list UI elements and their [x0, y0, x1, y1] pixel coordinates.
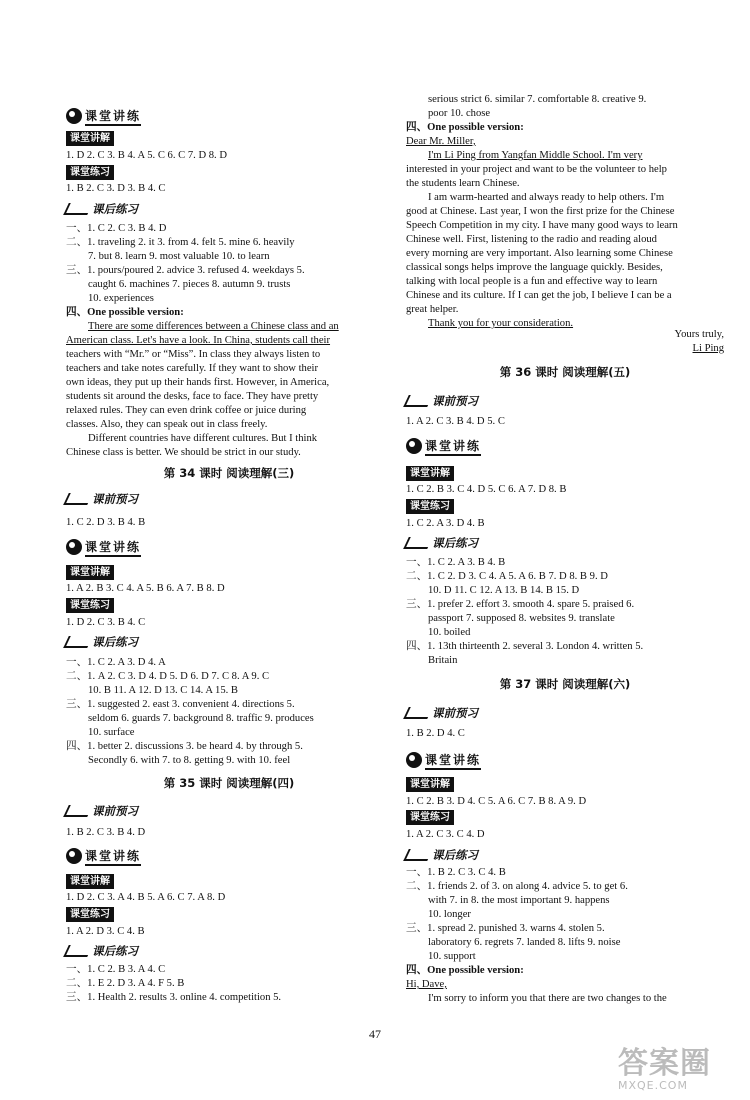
- answer-line: 1. C 2. B 3. D 4. C 5. A 6. C 7. B 8. A 9. D: [406, 796, 587, 807]
- answer-line: 1. A 2. C 3. C 4. D: [406, 829, 485, 840]
- essay-line: students sit around the desks, face to face. They have pretty: [66, 391, 319, 402]
- essay-line: teachers and take notes carefully. If they want to show their: [66, 363, 318, 374]
- letter-line: every morning are very important. Also learning some Chinese: [406, 248, 673, 259]
- lesson-35-title: 第 35 课时 阅读理解(四): [163, 776, 295, 790]
- answer-line: 三、1. prefer 2. effort 3. smooth 4. spare 5. praised 6.: [406, 599, 635, 610]
- section-preview: 课前预习: [406, 704, 478, 722]
- section-after-class: 课后练习: [406, 534, 478, 552]
- swoosh-icon: [403, 707, 433, 719]
- section-in-class: 课堂讲练: [66, 846, 141, 866]
- tag-explain: 课堂讲解: [66, 131, 114, 146]
- answer-line: 1. C 2. B 3. C 4. D 5. C 6. A 7. D 8. B: [406, 484, 567, 495]
- answer-line: 10. D 11. C 12. A 13. B 14. B 15. D: [428, 585, 580, 596]
- lesson-37-title: 第 37 课时 阅读理解(六): [499, 677, 631, 691]
- letter-line: talking with local people is a fun and effective way to learn: [406, 276, 658, 287]
- letter-line: I'm sorry to inform you that there are two changes to the: [428, 993, 667, 1004]
- answer-line: 1. A 2. B 3. C 4. A 5. B 6. A 7. B 8. D: [66, 583, 225, 594]
- answer-line: 一、1. B 2. C 3. C 4. B: [406, 867, 506, 878]
- section-icon: [406, 438, 422, 454]
- letter-line: Chinese well. First, listening to the radio and reading aloud: [406, 234, 657, 245]
- answer-line: 10. B 11. A 12. D 13. C 14. A 15. B: [88, 685, 239, 696]
- section-after-class: 课后练习: [66, 942, 138, 960]
- answer-line: 四、1. 13th thirteenth 2. several 3. London 4. written 5.: [406, 641, 644, 652]
- swoosh-icon: [403, 537, 433, 549]
- section-after-class: 课后练习: [66, 200, 138, 218]
- essay-line: There are some differences between a Chinese class and an: [88, 321, 339, 332]
- answer-line: 10. support: [428, 951, 476, 962]
- letter-signature: Li Ping: [692, 343, 724, 354]
- answer-line: Secondly 6. with 7. to 8. getting 9. with 10. feel: [88, 755, 291, 766]
- tag-practice: 课堂练习: [66, 907, 114, 922]
- tag-explain: 课堂讲解: [406, 777, 454, 792]
- swoosh-icon: [403, 849, 433, 861]
- letter-salutation: Hi, Dave,: [406, 979, 447, 990]
- answer-line: 二、1. A 2. C 3. D 4. D 5. D 6. D 7. C 8. A 9. C: [66, 671, 270, 682]
- answer-line: 二、1. E 2. D 3. A 4. F 5. B: [66, 978, 185, 989]
- swoosh-icon: [63, 203, 93, 215]
- section-preview: 课前预习: [66, 490, 138, 508]
- letter-line: Speech Competition in my city. I have many good ways to learn: [406, 220, 678, 231]
- essay-line: Different countries have different cultures. But I think: [88, 433, 318, 444]
- letter-line: Chinese and its culture. If I can get the job, I believe I can be a: [406, 290, 672, 301]
- answer-line: Britain: [428, 655, 458, 666]
- answer-line: 二、1. C 2. D 3. C 4. A 5. A 6. B 7. D 8. B 9. D: [406, 571, 608, 582]
- answer-line: 10. experiences: [88, 293, 154, 304]
- tag-explain: 课堂讲解: [66, 874, 114, 889]
- answer-line: 二、1. friends 2. of 3. on along 4. advice 5. to get 6.: [406, 881, 628, 892]
- answer-line: 1. D 2. C 3. A 4. B 5. A 6. C 7. A 8. D: [66, 892, 226, 903]
- swoosh-icon: [403, 395, 433, 407]
- letter-line: Thank you for your consideration.: [428, 318, 574, 329]
- section-icon: [66, 108, 82, 124]
- section-in-class: 课堂讲练: [66, 106, 141, 126]
- answer-line: 1. A 2. C 3. B 4. D 5. C: [406, 416, 505, 427]
- version-title: 四、One possible version:: [66, 307, 184, 318]
- page-number: 47: [369, 1027, 381, 1041]
- section-in-class: 课堂讲练: [406, 750, 481, 770]
- answer-line: 10. boiled: [428, 627, 471, 638]
- answer-line: 一、1. C 2. A 3. D 4. A: [66, 657, 166, 668]
- section-in-class: 课堂讲练: [66, 537, 141, 557]
- swoosh-icon: [63, 636, 93, 648]
- tag-practice: 课堂练习: [406, 499, 454, 514]
- answer-line: 1. B 2. D 4. C: [406, 728, 465, 739]
- section-icon: [406, 752, 422, 768]
- answer-line: 7. but 8. learn 9. most valuable 10. to learn: [88, 251, 270, 262]
- version-title: 四、One possible version:: [406, 965, 524, 976]
- answer-line: with 7. in 8. the most important 9. happens: [428, 895, 610, 906]
- section-after-class: 课后练习: [66, 633, 138, 651]
- letter-closing: Yours truly,: [674, 329, 724, 340]
- answer-line: 1. B 2. C 3. B 4. D: [66, 827, 146, 838]
- answer-line: passport 7. supposed 8. websites 9. translate: [428, 613, 615, 624]
- answer-line: 一、1. C 2. B 3. A 4. C: [66, 964, 166, 975]
- answer-line: serious strict 6. similar 7. comfortable 8. creative 9.: [428, 94, 647, 105]
- tag-practice: 课堂练习: [406, 810, 454, 825]
- essay-line: own ideas, they put up their hands first. However, in America,: [66, 377, 330, 388]
- letter-line: good at Chinese. Last year, I won the first prize for the Chinese: [406, 206, 675, 217]
- letter-line: I'm Li Ping from Yangfan Middle School. I'm very: [428, 150, 643, 161]
- swoosh-icon: [63, 805, 93, 817]
- swoosh-icon: [63, 493, 93, 505]
- essay-line: relaxed rules. They can even drink coffee or juice during: [66, 405, 307, 416]
- answer-line: 三、1. pours/poured 2. advice 3. refused 4. weekdays 5.: [66, 265, 305, 276]
- section-in-class: 课堂讲练: [406, 436, 481, 456]
- answer-line: caught 6. machines 7. pieces 8. autumn 9. trusts: [88, 279, 291, 290]
- section-preview: 课前预习: [66, 802, 138, 820]
- tag-practice: 课堂练习: [66, 598, 114, 613]
- answer-line: 一、1. C 2. A 3. B 4. B: [406, 557, 506, 568]
- letter-line: I am warm-hearted and always ready to help others. I'm: [428, 192, 665, 203]
- section-icon: [66, 539, 82, 555]
- answer-line: 10. surface: [88, 727, 135, 738]
- watermark-logo: 答案圈 MXQE.COM: [618, 1046, 711, 1092]
- tag-explain: 课堂讲解: [406, 466, 454, 481]
- answer-line: 四、1. better 2. discussions 3. be heard 4. by through 5.: [66, 741, 303, 752]
- section-after-class: 课后练习: [406, 846, 478, 864]
- lesson-36-title: 第 36 课时 阅读理解(五): [499, 365, 631, 379]
- answer-line: seldom 6. guards 7. background 8. traffic 9. produces: [88, 713, 314, 724]
- answer-line: 1. C 2. D 3. B 4. B: [66, 517, 146, 528]
- essay-line: classes. Also, they can speak out in class freely.: [66, 419, 268, 430]
- answer-line: laboratory 6. regrets 7. landed 8. lifts 9. noise: [428, 937, 621, 948]
- section-icon: [66, 848, 82, 864]
- essay-line: teachers with “Mr.” or “Miss”. In class they always listen to: [66, 349, 321, 360]
- answer-line: 三、1. spread 2. punished 3. warns 4. stolen 5.: [406, 923, 605, 934]
- answer-line: 1. A 2. D 3. C 4. B: [66, 926, 145, 937]
- answer-line: 三、1. Health 2. results 3. online 4. competition 5.: [66, 992, 282, 1003]
- letter-line: great helper.: [406, 304, 459, 315]
- answer-line: 1. D 2. C 3. B 4. A 5. C 6. C 7. D 8. D: [66, 150, 227, 161]
- swoosh-icon: [63, 945, 93, 957]
- essay-line: American class. Let's have a look. In China, students call their: [66, 335, 331, 346]
- answer-line: 三、1. suggested 2. east 3. convenient 4. directions 5.: [66, 699, 295, 710]
- letter-line: classical songs helps improve the language quickly. Besides,: [406, 262, 663, 273]
- essay-line: Chinese class is better. We should be strict in our study.: [66, 447, 301, 458]
- answer-line: 1. B 2. C 3. D 3. B 4. C: [66, 183, 166, 194]
- tag-practice: 课堂练习: [66, 165, 114, 180]
- letter-salutation: Dear Mr. Miller,: [406, 136, 476, 147]
- lesson-34-title: 第 34 课时 阅读理解(三): [163, 466, 295, 480]
- answer-line: 10. longer: [428, 909, 471, 920]
- letter-line: the students learn Chinese.: [406, 178, 520, 189]
- version-title: 四、One possible version:: [406, 122, 524, 133]
- tag-explain: 课堂讲解: [66, 565, 114, 580]
- answer-line: 1. D 2. C 3. B 4. C: [66, 617, 146, 628]
- letter-line: interested in your project and want to be the volunteer to help: [406, 164, 667, 175]
- answer-line: 一、1. C 2. C 3. B 4. D: [66, 223, 167, 234]
- answer-line: 二、1. traveling 2. it 3. from 4. felt 5. mine 6. heavily: [66, 237, 295, 248]
- section-preview: 课前预习: [406, 392, 478, 410]
- answer-line: poor 10. chose: [428, 108, 491, 119]
- answer-line: 1. C 2. A 3. D 4. B: [406, 518, 485, 529]
